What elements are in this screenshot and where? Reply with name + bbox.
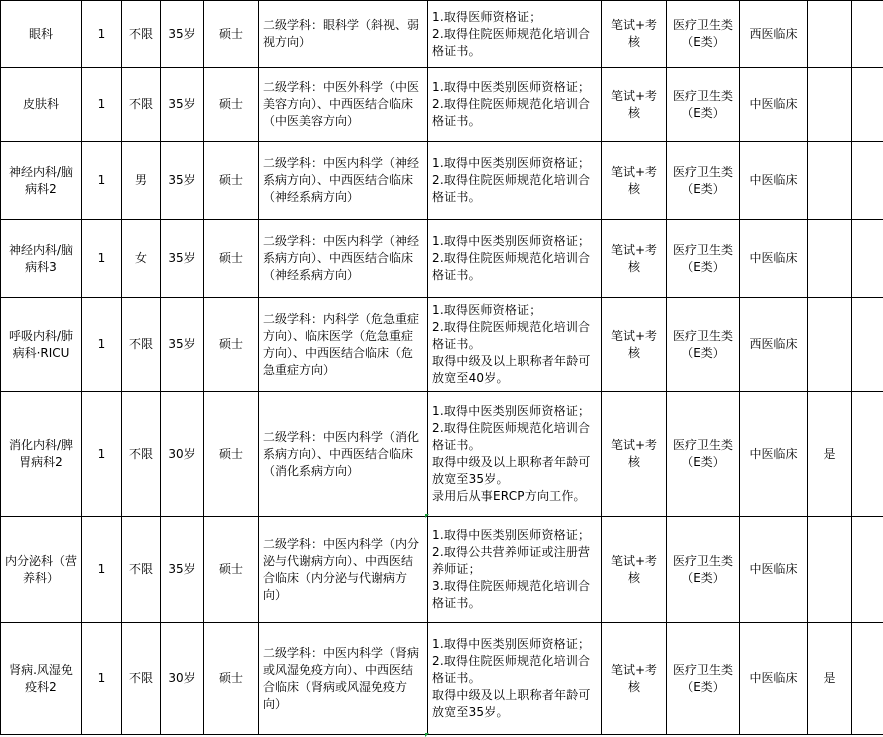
requirements-cell: [428, 623, 602, 735]
requirement-line: 2.取得公共营养师证或注册营养师证；: [432, 545, 591, 576]
blank-cell: [852, 517, 883, 623]
age-cell: 35岁: [161, 298, 204, 392]
dept-cell: 神经内科/脑病科2: [1, 142, 82, 220]
dept-cell: 神经内科/脑病科3: [1, 220, 82, 298]
requirement-line: 2.取得住院医师规范化培训合格证书。: [432, 97, 591, 128]
requirements-cell: [428, 1, 602, 68]
extra-cell: [808, 298, 852, 392]
dept-cell: 肾病.风湿免疫科2: [1, 623, 82, 735]
requirement-line: 1.取得医师资格证；: [432, 9, 542, 24]
requirement-line: 1.取得中医类别医师资格证；: [432, 156, 591, 170]
blank-cell: [852, 392, 883, 517]
age-cell: 35岁: [161, 220, 204, 298]
exam-cell: 笔试+考核: [602, 298, 667, 392]
requirements-cell: [428, 142, 602, 220]
requirement-line: 1.取得中医类别医师资格证；: [432, 637, 591, 651]
category-cell: 医疗卫生类（E类）: [667, 1, 740, 68]
field-cell: 中医临床: [740, 68, 808, 142]
exam-cell: 笔试+考核: [602, 517, 667, 623]
count-cell: 1: [82, 392, 122, 517]
requirements-cell: [428, 392, 602, 517]
exam-cell: 笔试+考核: [602, 623, 667, 735]
field-cell: 中医临床: [740, 623, 808, 735]
requirement-line: 取得中级及以上职称者年龄可放宽至40岁。: [432, 354, 591, 385]
requirement-line: 1.取得中医类别医师资格证；: [432, 528, 591, 542]
gender-cell: 不限: [122, 392, 161, 517]
major-cell: 二级学科：中医内科学（神经系病方向）、中西医结合临床（神经系病方向）: [259, 142, 428, 220]
exam-cell: 笔试+考核: [602, 142, 667, 220]
count-cell: 1: [82, 517, 122, 623]
major-cell: 二级学科：中医内科学（内分泌与代谢病方向）、中西医结合临床（内分泌与代谢病方向）: [259, 517, 428, 623]
blank-cell: [852, 142, 883, 220]
degree-cell: 硕士: [204, 142, 259, 220]
field-cell: 中医临床: [740, 392, 808, 517]
category-cell: 医疗卫生类（E类）: [667, 623, 740, 735]
table-row: [1, 220, 883, 298]
requirement-line: 2.取得住院医师规范化培训合格证书。: [432, 251, 591, 282]
requirement-line: 2.取得住院医师规范化培训合格证书。: [432, 421, 591, 452]
requirement-line: 1.取得中医类别医师资格证；: [432, 404, 591, 418]
degree-cell: 硕士: [204, 623, 259, 735]
field-cell: 中医临床: [740, 517, 808, 623]
age-cell: 30岁: [161, 392, 204, 517]
requirements-cell: [428, 517, 602, 623]
extra-cell: 是: [808, 392, 852, 517]
requirement-line: 2.取得住院医师规范化培训合格证书。: [432, 173, 591, 204]
extra-cell: [808, 142, 852, 220]
gender-cell: 女: [122, 220, 161, 298]
field-cell: 中医临床: [740, 220, 808, 298]
major-cell: 二级学科：眼科学（斜视、弱视方向）: [259, 1, 428, 68]
blank-cell: [852, 298, 883, 392]
exam-cell: 笔试+考核: [602, 220, 667, 298]
count-cell: 1: [82, 68, 122, 142]
dept-cell: 呼吸内科/肺病科·RICU: [1, 298, 82, 392]
requirement-line: 3.取得住院医师规范化培训合格证书。: [432, 579, 591, 610]
requirement-line: 1.取得中医类别医师资格证；: [432, 234, 591, 248]
dept-cell: 眼科: [1, 1, 82, 68]
count-cell: 1: [82, 220, 122, 298]
cell-comment-marker: [425, 733, 429, 737]
table-row: [1, 1, 883, 68]
age-cell: 35岁: [161, 517, 204, 623]
gender-cell: 不限: [122, 68, 161, 142]
major-cell: 二级学科：内科学（危急重症方向）、临床医学（危急重症方向）、中西医结合临床（危急重症方向）: [259, 298, 428, 392]
degree-cell: 硕士: [204, 392, 259, 517]
degree-cell: 硕士: [204, 298, 259, 392]
requirement-line: 录用后从事ERCP方向工作。: [432, 489, 586, 503]
table-row: [1, 623, 883, 735]
extra-cell: [808, 517, 852, 623]
count-cell: 1: [82, 298, 122, 392]
blank-cell: [852, 1, 883, 68]
count-cell: 1: [82, 1, 122, 68]
category-cell: 医疗卫生类（E类）: [667, 298, 740, 392]
exam-cell: 笔试+考核: [602, 68, 667, 142]
major-cell: 二级学科：中医内科学（神经系病方向）、中西医结合临床（神经系病方向）: [259, 220, 428, 298]
blank-cell: [852, 220, 883, 298]
requirement-line: 2.取得住院医师规范化培训合格证书。: [432, 26, 591, 58]
requirement-line: 取得中级及以上职称者年龄可放宽至35岁。: [432, 455, 591, 486]
age-cell: 35岁: [161, 1, 204, 68]
exam-cell: 笔试+考核: [602, 392, 667, 517]
requirements-cell: [428, 220, 602, 298]
cell-comment-marker: [425, 514, 429, 518]
gender-cell: 不限: [122, 517, 161, 623]
age-cell: 30岁: [161, 623, 204, 735]
degree-cell: 硕士: [204, 517, 259, 623]
extra-cell: [808, 68, 852, 142]
positions-table-body: [1, 1, 883, 735]
requirement-line: 2.取得住院医师规范化培训合格证书。: [432, 320, 591, 351]
field-cell: 西医临床: [740, 1, 808, 68]
requirement-line: 1.取得医师资格证；: [432, 303, 542, 317]
table-row: [1, 517, 883, 623]
blank-cell: [852, 623, 883, 735]
table-row: [1, 298, 883, 392]
count-cell: 1: [82, 142, 122, 220]
requirement-line: 1.取得中医类别医师资格证；: [432, 80, 591, 94]
major-cell: 二级学科：中医内科学（消化系病方向）、中西医结合临床（消化系病方向）: [259, 392, 428, 517]
major-cell: 二级学科：中医内科学（肾病或风湿免疫方向）、中西医结合临床（肾病或风湿免疫方向）: [259, 623, 428, 735]
blank-cell: [852, 68, 883, 142]
age-cell: 35岁: [161, 142, 204, 220]
count-cell: 1: [82, 623, 122, 735]
gender-cell: 不限: [122, 298, 161, 392]
category-cell: 医疗卫生类（E类）: [667, 68, 740, 142]
table-row: [1, 68, 883, 142]
field-cell: 西医临床: [740, 298, 808, 392]
degree-cell: 硕士: [204, 220, 259, 298]
degree-cell: 硕士: [204, 1, 259, 68]
dept-cell: 皮肤科: [1, 68, 82, 142]
age-cell: 35岁: [161, 68, 204, 142]
exam-cell: 笔试+考核: [602, 1, 667, 68]
category-cell: 医疗卫生类（E类）: [667, 220, 740, 298]
requirement-line: 2.取得住院医师规范化培训合格证书。: [432, 654, 591, 685]
field-cell: 中医临床: [740, 142, 808, 220]
gender-cell: 不限: [122, 623, 161, 735]
requirements-cell: [428, 298, 602, 392]
dept-cell: 内分泌科（营养科）: [1, 517, 82, 623]
degree-cell: 硕士: [204, 68, 259, 142]
gender-cell: 不限: [122, 1, 161, 68]
category-cell: 医疗卫生类（E类）: [667, 517, 740, 623]
category-cell: 医疗卫生类（E类）: [667, 392, 740, 517]
gender-cell: 男: [122, 142, 161, 220]
major-cell: 二级学科：中医外科学（中医美容方向）、中西医结合临床（中医美容方向）: [259, 68, 428, 142]
table-row: [1, 142, 883, 220]
extra-cell: [808, 1, 852, 68]
requirements-cell: [428, 68, 602, 142]
extra-cell: 是: [808, 623, 852, 735]
extra-cell: [808, 220, 852, 298]
table-row: [1, 392, 883, 517]
category-cell: 医疗卫生类（E类）: [667, 142, 740, 220]
requirement-line: 取得中级及以上职称者年龄可放宽至35岁。: [432, 688, 591, 719]
dept-cell: 消化内科/脾胃病科2: [1, 392, 82, 517]
